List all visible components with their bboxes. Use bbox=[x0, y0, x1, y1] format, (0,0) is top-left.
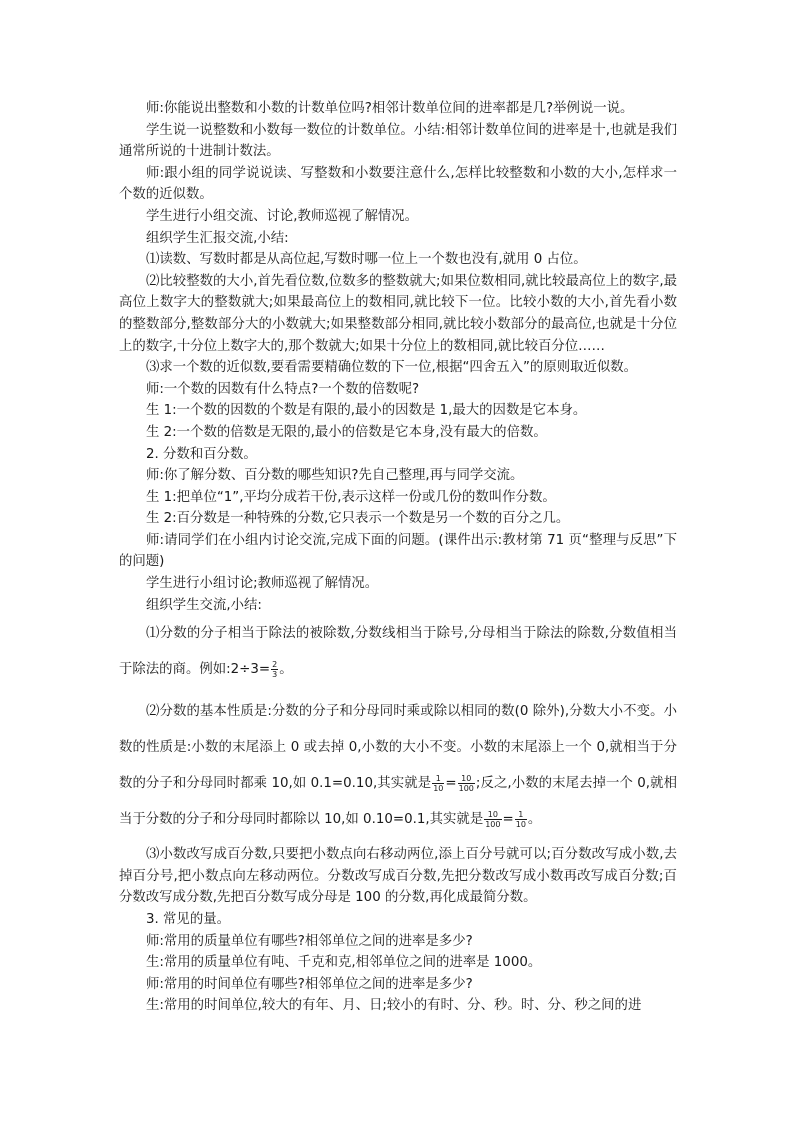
paragraph: 学生进行小组讨论;教师巡视了解情况。 bbox=[146, 576, 379, 592]
paragraph: 学生进行小组交流、讨论,教师巡视了解情况。 bbox=[146, 208, 419, 224]
paragraph-with-fraction bbox=[119, 616, 677, 688]
paragraph: 组织学生交流,小结: bbox=[146, 597, 262, 613]
text-segment: 。 bbox=[279, 662, 293, 678]
fraction bbox=[458, 774, 475, 793]
equals-sign: = bbox=[502, 812, 514, 828]
fraction-numerator: 2 bbox=[272, 659, 278, 669]
fraction-numerator: 1 bbox=[432, 774, 444, 784]
paragraph: ⑵比较整数的大小,首先看位数,位数多的整数就大;如果位数相同,就比较最高位上的数字,最高位上数字大的整数就大;如果最高位上的数相同,就比较下一位。比较小数的大小,首先看小数的整数部分,整数部分大的小数就大;如果整数部分相同,就比较小数部分的最高位,也就是十分位上的数字,十分位上数字大的,那个数就大;如果十分位上的数相同,就比较百分位…… bbox=[119, 273, 677, 354]
fraction-denominator: 3 bbox=[272, 669, 278, 679]
paragraph: ⑴读数、写数时都是从高位起,写数时哪一位上一个数也没有,就用 0 占位。 bbox=[146, 252, 587, 268]
document-body bbox=[119, 98, 677, 1017]
fraction-numerator: 1 bbox=[515, 810, 527, 820]
text-segment: ;反之,小数的末尾去掉一个 0,就相当于分数的分子和分母同时都除以 10,如 0.10=0.1,其实就是 bbox=[119, 776, 677, 828]
paragraph: 生:常用的质量单位有吨、千克和克,相邻单位之间的进率是 1000。 bbox=[146, 955, 542, 971]
fraction-denominator: 10 bbox=[515, 819, 526, 829]
paragraph: 师:你能说出整数和小数的计数单位吗?相邻计数单位间的进率都是几?举例说一说。 bbox=[146, 101, 634, 116]
section-heading: 2. 分数和百分数。 bbox=[146, 446, 257, 462]
paragraph: 学生说一说整数和小数每一数位的计数单位。小结:相邻计数单位间的进率是十,也就是我们通常所说的十进制计数法。 bbox=[119, 122, 677, 160]
fraction-denominator: 10 bbox=[433, 783, 444, 793]
fraction bbox=[515, 810, 527, 829]
paragraph: 组织学生汇报交流,小结: bbox=[146, 230, 289, 246]
fraction-denominator: 100 bbox=[458, 783, 474, 793]
paragraph: 师:一个数的因数有什么特点?一个数的倍数呢? bbox=[146, 381, 420, 397]
fraction-denominator: 100 bbox=[485, 819, 501, 829]
paragraph: 师:常用的质量单位有哪些?相邻单位之间的进率是多少? bbox=[146, 933, 473, 949]
fraction bbox=[432, 774, 444, 793]
paragraph: ⑶小数改写成百分数,只要把小数点向右移动两位,添上百分号就可以;百分数改写成小数,去掉百分号,把小数点向左移动两位。分数改写成百分数,先把分数改写成小数再改写成百分数;百分数改写成分数,先把百分数写成分母是 100 的分数,再化成最简分数。 bbox=[119, 847, 677, 906]
text-segment: 。 bbox=[527, 812, 542, 828]
paragraph: 生 2:一个数的倍数是无限的,最小的倍数是它本身,没有最大的倍数。 bbox=[146, 424, 547, 440]
section-heading: 3. 常见的量。 bbox=[146, 912, 230, 928]
paragraph: 师:你了解分数、百分数的哪些知识?先自己整理,再与同学交流。 bbox=[146, 468, 524, 484]
paragraph: 生 1:一个数的因数的个数是有限的,最小的因数是 1,最大的因数是它本身。 bbox=[146, 403, 587, 419]
text-segment: ⑵分数的基本性质是:分数的分子和分母同时乘或除以相同的数(0 除外),分数大小不变。小数的性质是:小数的末尾添上 0 或去掉 0,小数的大小不变。小数的末尾添上一个 0,就相当于分数的分子和分母同时都乘 10,如 0.1=0.10,其实就是 bbox=[119, 704, 677, 792]
paragraph: 师:跟小组的同学说说读、写整数和小数要注意什么,怎样比较整数和小数的大小,怎样求一个数的近似数。 bbox=[119, 165, 677, 203]
paragraph: 生 1:把单位“1”,平均分成若干份,表示这样一份或几份的数叫作分数。 bbox=[146, 489, 556, 505]
equals-sign: = bbox=[445, 776, 457, 792]
fraction-numerator: 10 bbox=[484, 810, 501, 820]
paragraph: 师:请同学们在小组内讨论交流,完成下面的问题。(课件出示:教材第 71 页“整理与反思”下的问题) bbox=[119, 532, 677, 570]
paragraph: ⑶求一个数的近似数,要看需要精确位数的下一位,根据“四舍五入”的原则取近似数。 bbox=[146, 360, 638, 376]
paragraph-with-fraction bbox=[119, 694, 677, 838]
text-segment: ⑴分数的分子相当于除法的被除数,分数线相当于除号,分母相当于除法的除数,分数值相当于除法的商。例如:2÷3= bbox=[119, 626, 677, 678]
paragraph: 生 2:百分数是一种特殊的分数,它只表示一个数是另一个数的百分之几。 bbox=[146, 511, 570, 527]
paragraph: 生:常用的时间单位,较大的有年、月、日;较小的有时、分、秒。时、分、秒之间的进 bbox=[146, 998, 642, 1014]
fraction bbox=[484, 810, 501, 829]
fraction-numerator: 10 bbox=[458, 774, 475, 784]
fraction bbox=[271, 660, 278, 679]
paragraph: 师:常用的时间单位有哪些?相邻单位之间的进率是多少? bbox=[146, 976, 473, 992]
